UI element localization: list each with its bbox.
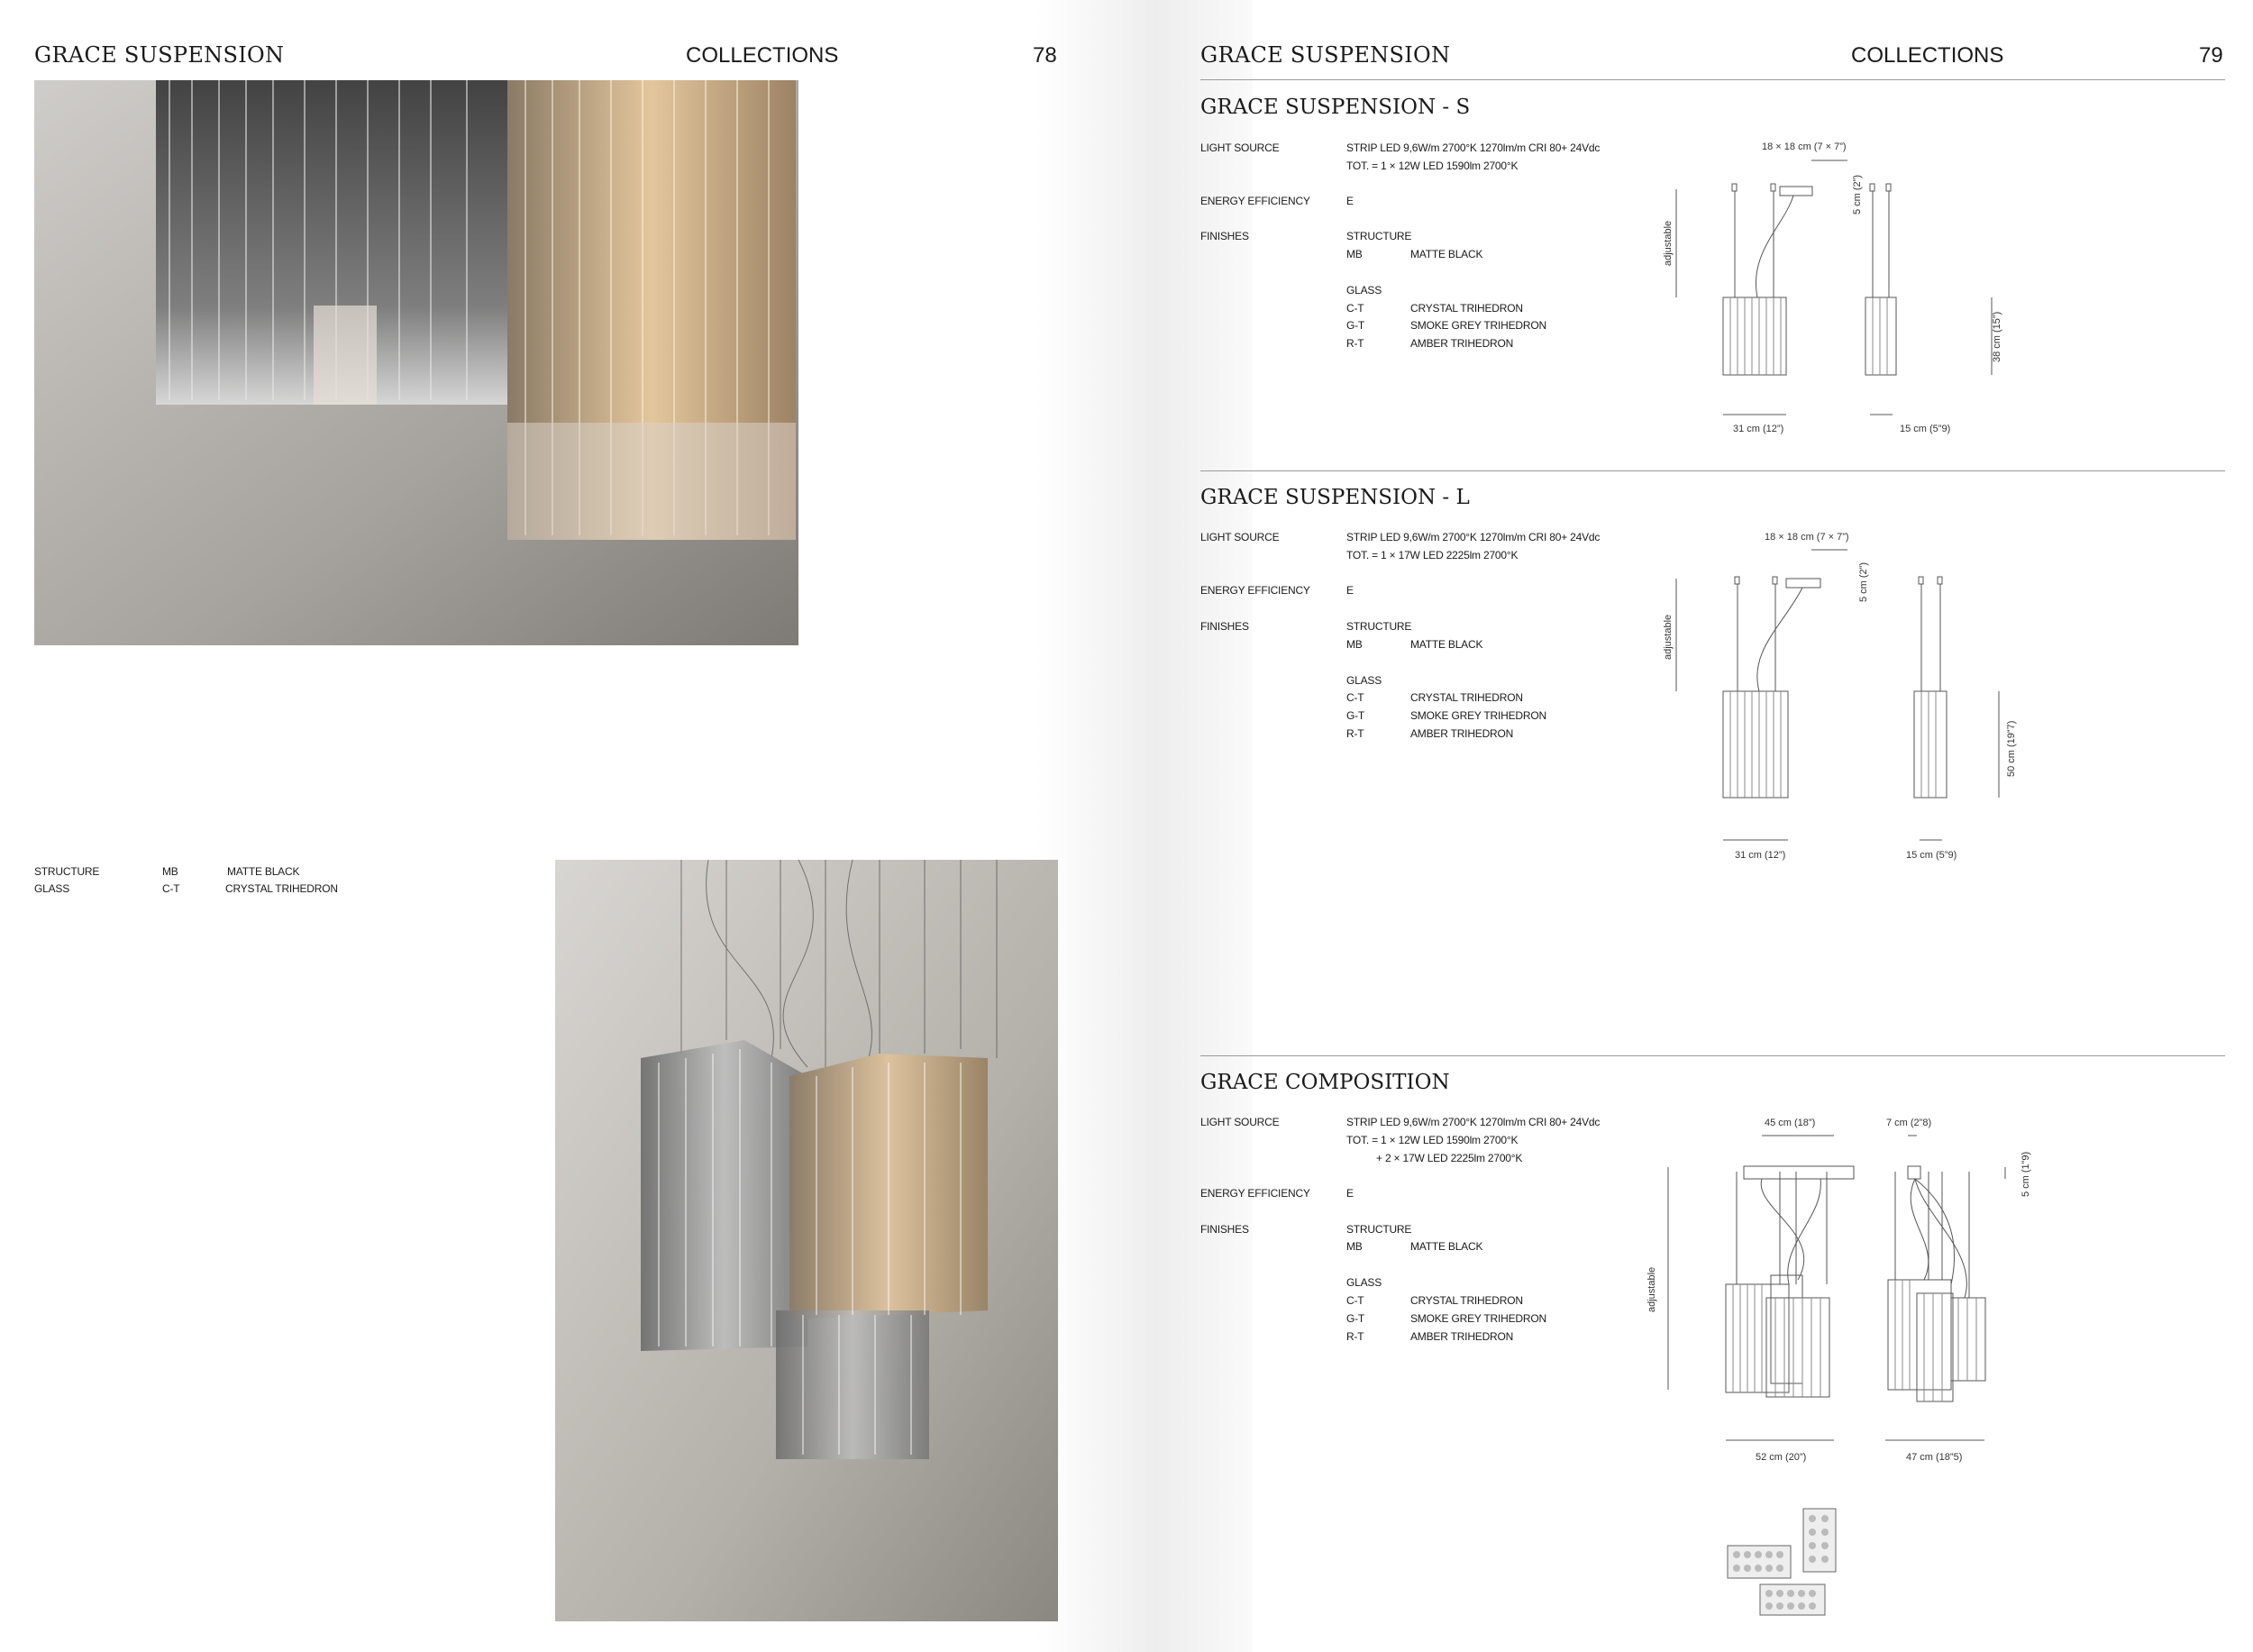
product-l-dim-canopy: 18 × 18 cm (7 × 7”) [1765, 532, 1849, 543]
composition-technical-drawing [1654, 1109, 2032, 1613]
photo-close-up-illustration [34, 80, 798, 645]
composition-dim-canopy-depth: 7 cm (2”8) [1886, 1118, 1932, 1128]
product-l-light-source-line-2: TOT. = 1 × 17W LED 2225lm 2700°K [1346, 549, 1519, 561]
composition-glass-value-3: AMBER TRIHEDRON [1410, 1330, 1514, 1343]
composition-finishes-label: FINISHES [1200, 1223, 1249, 1236]
product-s-dim-canopy: 18 × 18 cm (7 × 7”) [1762, 141, 1847, 152]
product-s-glass-value-2: SMOKE GREY TRIHEDRON [1410, 319, 1546, 332]
product-s-glass-value-3: AMBER TRIHEDRON [1410, 337, 1514, 350]
product-l-energy-value: E [1346, 584, 1354, 597]
product-l-finishes-label: FINISHES [1200, 620, 1249, 633]
composition-glass-code-1: C-T [1346, 1294, 1364, 1307]
product-l-energy-label: ENERGY EFFICIENCY [1200, 584, 1310, 597]
product-s-light-source-label: LIGHT SOURCE [1200, 141, 1280, 154]
product-s-glass-value-1: CRYSTAL TRIHEDRON [1410, 302, 1523, 315]
caption-glass-label: GLASS [34, 882, 70, 895]
product-l-structure-label: STRUCTURE [1346, 620, 1412, 633]
product-s-title: GRACE SUSPENSION - S [1200, 96, 1471, 119]
product-s-glass-label: GLASS [1346, 284, 1382, 297]
product-l-glass-value-1: CRYSTAL TRIHEDRON [1410, 691, 1523, 704]
composition-dim-width: 52 cm (20”) [1756, 1452, 1807, 1463]
product-s-light-source-line-1: STRIP LED 9,6W/m 2700°K 1270lm/m CRI 80+ 24Vdc [1346, 141, 1601, 154]
product-s-dim-canopy-height: 5 cm (2”) [1852, 175, 1863, 214]
header-rule [1200, 79, 2225, 80]
product-l-glass-code-1: C-T [1346, 691, 1364, 704]
section-rule-1 [1200, 470, 2225, 471]
left-page-number: 78 [1033, 43, 1057, 68]
product-l-dim-adjustable: adjustable [1663, 614, 1674, 660]
composition-dim-canopy-height: 5 cm (1”9) [2020, 1151, 2031, 1197]
product-l-technical-drawing [1658, 525, 2019, 831]
composition-glass-code-3: R-T [1346, 1330, 1364, 1343]
product-s-energy-label: ENERGY EFFICIENCY [1200, 195, 1310, 207]
product-s-dim-height: 38 cm (15”) [1992, 311, 2002, 362]
caption-structure-code: MB [162, 865, 178, 878]
composition-glass-value-1: CRYSTAL TRIHEDRON [1410, 1294, 1523, 1307]
product-l-dim-depth: 15 cm (5”9) [1906, 850, 1957, 861]
product-s-dim-adjustable: adjustable [1663, 220, 1674, 266]
product-s-structure-value: MATTE BLACK [1410, 248, 1483, 260]
product-s-glass-code-3: R-T [1346, 337, 1364, 350]
composition-light-source-label: LIGHT SOURCE [1200, 1116, 1280, 1128]
product-l-title: GRACE SUSPENSION - L [1200, 486, 1470, 509]
product-s-dim-depth: 15 cm (5”9) [1900, 424, 1951, 434]
composition-light-source-line-2: TOT. = 1 × 12W LED 1590lm 2700°K [1346, 1134, 1519, 1146]
product-photo-composition [555, 860, 1058, 1621]
product-l-dim-width: 31 cm (12”) [1735, 850, 1786, 861]
composition-dim-adjustable: adjustable [1646, 1266, 1657, 1312]
product-l-structure-value: MATTE BLACK [1410, 638, 1483, 651]
product-l-dim-canopy-height: 5 cm (2”) [1858, 562, 1869, 602]
composition-structure-label: STRUCTURE [1346, 1223, 1412, 1236]
composition-structure-code: MB [1346, 1240, 1363, 1253]
product-s-energy-value: E [1346, 195, 1354, 207]
product-l-glass-value-3: AMBER TRIHEDRON [1410, 727, 1514, 740]
product-l-glass-label: GLASS [1346, 674, 1382, 687]
photo-composition-illustration [555, 860, 1058, 1621]
right-page-title: GRACE SUSPENSION [1200, 42, 1451, 68]
composition-dim-canopy-width: 45 cm (18”) [1765, 1118, 1816, 1128]
composition-glass-value-2: SMOKE GREY TRIHEDRON [1410, 1312, 1546, 1325]
composition-title: GRACE COMPOSITION [1200, 1071, 1450, 1094]
left-page-section: COLLECTIONS [686, 43, 839, 68]
product-photo-close-up [34, 80, 798, 645]
product-l-glass-code-2: G-T [1346, 709, 1365, 722]
product-s-glass-code-1: C-T [1346, 302, 1364, 315]
right-page-section: COLLECTIONS [1851, 43, 2004, 68]
section-rule-2 [1200, 1055, 2225, 1056]
product-l-structure-code: MB [1346, 638, 1363, 651]
product-l-dim-height: 50 cm (19”7) [2006, 720, 2017, 777]
composition-dim-depth: 47 cm (18”5) [1906, 1452, 1963, 1463]
composition-structure-value: MATTE BLACK [1410, 1240, 1483, 1253]
product-s-glass-code-2: G-T [1346, 319, 1365, 332]
product-s-technical-drawing [1658, 135, 2019, 442]
composition-energy-value: E [1346, 1187, 1354, 1200]
product-s-light-source-line-2: TOT. = 1 × 12W LED 1590lm 2700°K [1346, 160, 1519, 172]
caption-structure-value: MATTE BLACK [227, 865, 300, 878]
product-l-light-source-label: LIGHT SOURCE [1200, 531, 1280, 543]
right-page-number: 79 [2199, 43, 2223, 68]
composition-light-source-line-3: + 2 × 17W LED 2225lm 2700°K [1376, 1152, 1523, 1164]
left-page-title: GRACE SUSPENSION [34, 42, 285, 68]
caption-structure-label: STRUCTURE [34, 865, 100, 878]
product-l-glass-code-3: R-T [1346, 727, 1364, 740]
product-l-light-source-line-1: STRIP LED 9,6W/m 2700°K 1270lm/m CRI 80+ 24Vdc [1346, 531, 1601, 543]
composition-energy-label: ENERGY EFFICIENCY [1200, 1187, 1310, 1200]
caption-glass-code: C-T [162, 882, 180, 895]
composition-glass-code-2: G-T [1346, 1312, 1365, 1325]
product-s-structure-label: STRUCTURE [1346, 230, 1412, 242]
page-gutter [1036, 0, 1253, 1652]
composition-glass-label: GLASS [1346, 1276, 1382, 1289]
product-s-finishes-label: FINISHES [1200, 230, 1249, 242]
product-s-dim-width: 31 cm (12”) [1733, 424, 1784, 434]
composition-light-source-line-1: STRIP LED 9,6W/m 2700°K 1270lm/m CRI 80+ 24Vdc [1346, 1116, 1601, 1128]
product-l-glass-value-2: SMOKE GREY TRIHEDRON [1410, 709, 1546, 722]
product-s-structure-code: MB [1346, 248, 1363, 260]
caption-glass-value: CRYSTAL TRIHEDRON [225, 882, 338, 895]
